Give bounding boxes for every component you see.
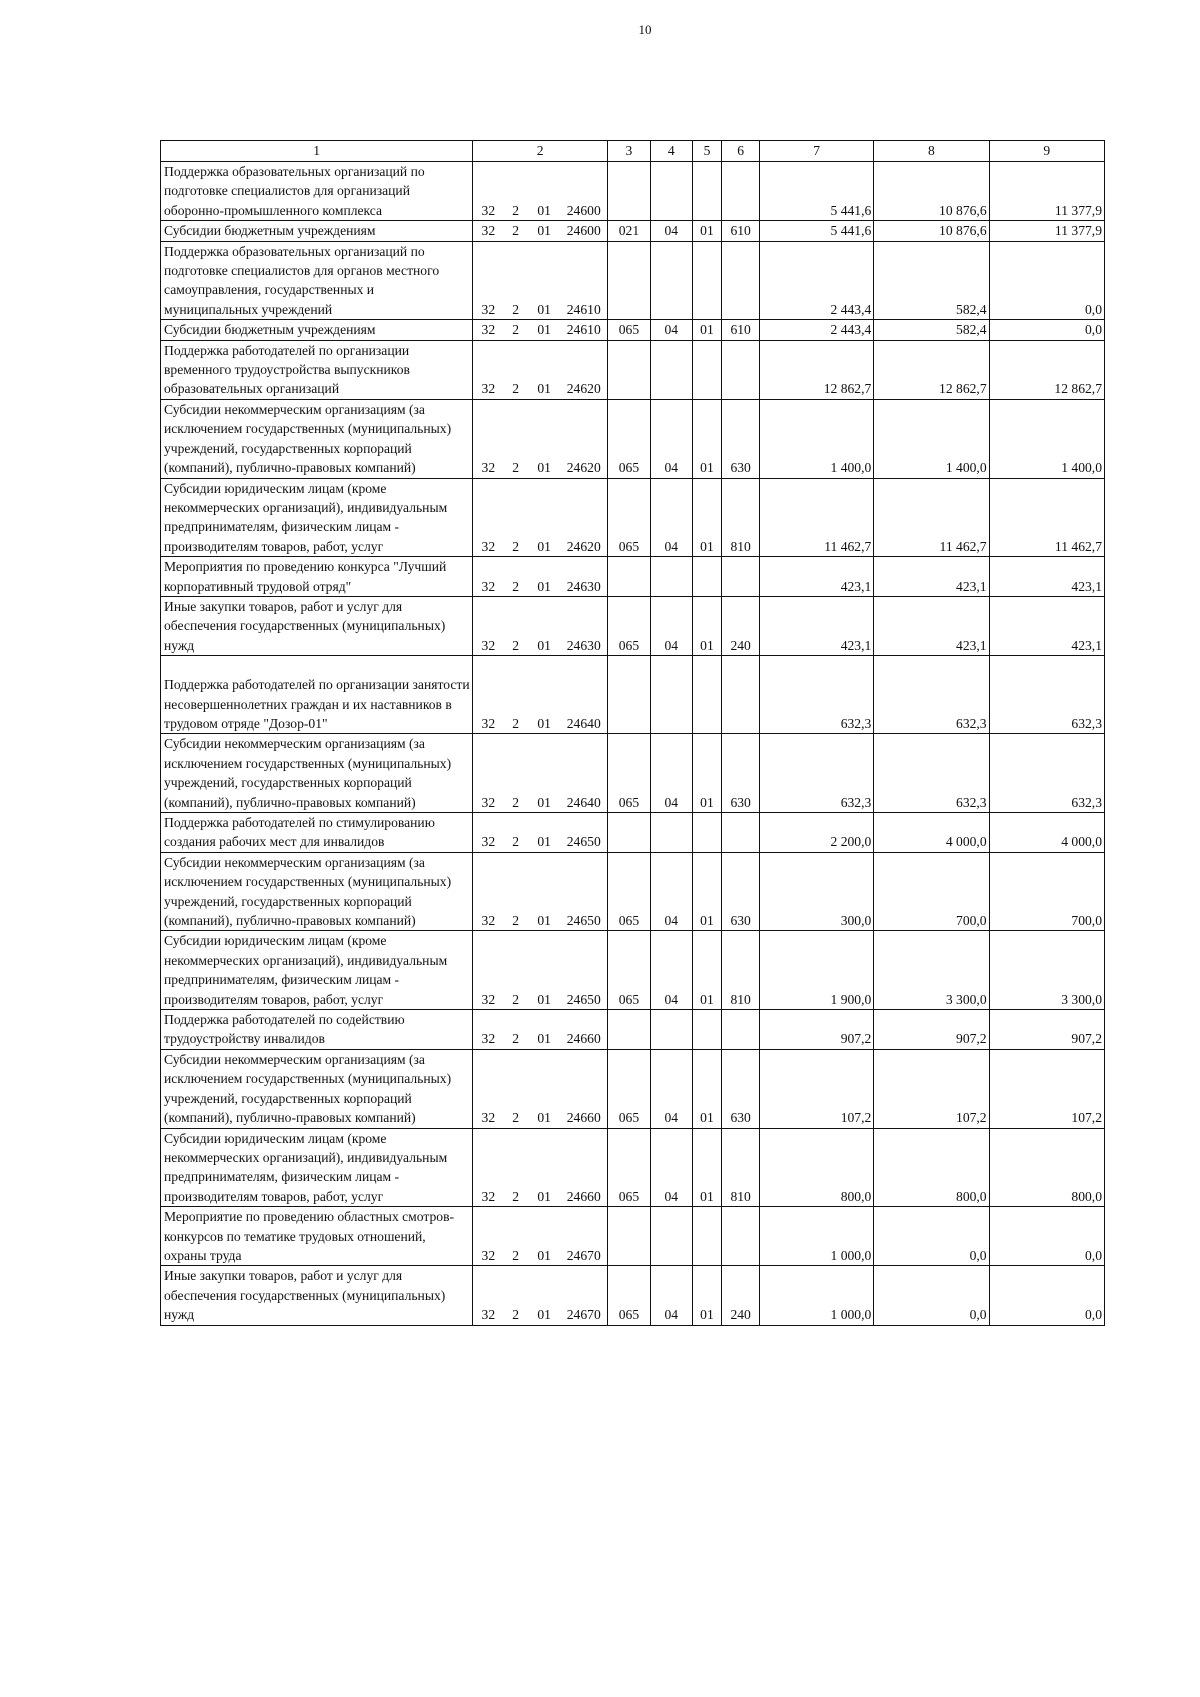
code-1: 32 [473,478,504,557]
col-3-code [607,1207,650,1266]
col-3-code [607,162,650,221]
value-col-7: 2 443,4 [760,241,874,320]
code-1: 32 [473,1049,504,1128]
header-row [161,141,1105,162]
code-1: 32 [473,320,504,340]
col-5-code: 01 [692,1128,722,1207]
code-3: 01 [528,1049,561,1128]
col-3-code [607,1010,650,1050]
code-2: 2 [503,221,527,241]
col-3-code [607,656,650,734]
col-6-code: 810 [722,1128,760,1207]
code-3: 01 [528,931,561,1010]
col-6-code [722,557,760,597]
code-3: 01 [528,241,561,320]
col-3-code [607,557,650,597]
code-3: 01 [528,852,561,931]
table-row [161,399,1105,478]
code-4: 24610 [561,320,608,340]
code-3: 01 [528,1207,561,1266]
code-3: 01 [528,320,561,340]
code-2: 2 [503,557,527,597]
value-col-7: 1 000,0 [760,1266,874,1325]
code-4: 24620 [561,478,608,557]
value-col-8: 582,4 [874,320,989,340]
value-col-9: 0,0 [989,320,1104,340]
value-col-7: 107,2 [760,1049,874,1128]
col-6-code: 630 [722,852,760,931]
value-col-7: 2 443,4 [760,320,874,340]
table-row [161,931,1105,1010]
col-4-code: 04 [650,931,692,1010]
value-col-8: 423,1 [874,557,989,597]
code-3: 01 [528,399,561,478]
col-6-code [722,340,760,399]
header-col-6: 6 [722,141,760,162]
col-5-code: 01 [692,1266,722,1325]
code-4: 24660 [561,1010,608,1050]
code-4: 24630 [561,557,608,597]
col-6-code: 630 [722,399,760,478]
col-4-code: 04 [650,320,692,340]
col-3-code [607,813,650,853]
code-3: 01 [528,734,561,813]
col-4-code: 04 [650,1049,692,1128]
value-col-8: 3 300,0 [874,931,989,1010]
row-name: Поддержка образовательных организаций по подготовке специалистов для органов местного самоуправления, государственных и муниципальных учреждений [161,241,473,320]
table-row [161,1049,1105,1128]
value-col-7: 423,1 [760,557,874,597]
value-col-7: 12 862,7 [760,340,874,399]
col-3-code: 065 [607,320,650,340]
code-4: 24620 [561,340,608,399]
code-3: 01 [528,813,561,853]
col-5-code: 01 [692,221,722,241]
value-col-8: 0,0 [874,1207,989,1266]
table-row [161,852,1105,931]
col-4-code [650,162,692,221]
col-6-code: 630 [722,734,760,813]
header-col-3: 3 [607,141,650,162]
code-1: 32 [473,852,504,931]
code-2: 2 [503,656,527,734]
col-5-code: 01 [692,399,722,478]
table-row [161,478,1105,557]
code-2: 2 [503,340,527,399]
row-name: Поддержка работодателей по содействию трудоустройству инвалидов [161,1010,473,1050]
value-col-8: 11 462,7 [874,478,989,557]
code-2: 2 [503,596,527,655]
code-2: 2 [503,931,527,1010]
value-col-8: 700,0 [874,852,989,931]
code-3: 01 [528,478,561,557]
table-row [161,1266,1105,1325]
code-3: 01 [528,162,561,221]
value-col-7: 632,3 [760,656,874,734]
col-5-code: 01 [692,596,722,655]
value-col-7: 5 441,6 [760,162,874,221]
value-col-7: 300,0 [760,852,874,931]
col-3-code: 065 [607,734,650,813]
row-name: Субсидии юридическим лицам (кроме некоммерческих организаций), индивидуальным предпринимателям, физическим лицам - производителям товаров, работ, услуг [161,478,473,557]
code-1: 32 [473,221,504,241]
code-2: 2 [503,1266,527,1325]
value-col-7: 1 400,0 [760,399,874,478]
col-5-code [692,656,722,734]
row-name: Мероприятие по проведению областных смотров-конкурсов по тематике трудовых отношений, охраны труда [161,1207,473,1266]
value-col-9: 11 377,9 [989,162,1104,221]
value-col-7: 632,3 [760,734,874,813]
row-name: Поддержка работодателей по организации занятости несовершеннолетних граждан и их наставников в трудовом отряде "Дозор-01" [161,656,473,734]
code-2: 2 [503,1207,527,1266]
col-6-code: 610 [722,320,760,340]
row-name: Субсидии бюджетным учреждениям [161,221,473,241]
code-4: 24660 [561,1049,608,1128]
value-col-8: 1 400,0 [874,399,989,478]
value-col-7: 907,2 [760,1010,874,1050]
col-3-code [607,241,650,320]
col-6-code [722,656,760,734]
header-col-1: 1 [161,141,473,162]
col-5-code [692,813,722,853]
col-5-code: 01 [692,852,722,931]
value-col-9: 423,1 [989,557,1104,597]
col-6-code [722,162,760,221]
page-number: 10 [638,22,652,37]
col-4-code [650,813,692,853]
col-3-code: 065 [607,852,650,931]
col-6-code: 610 [722,221,760,241]
col-4-code: 04 [650,1266,692,1325]
col-3-code: 065 [607,1128,650,1207]
row-name: Иные закупки товаров, работ и услуг для обеспечения государственных (муниципальных) нужд [161,596,473,655]
table-row [161,340,1105,399]
col-5-code [692,340,722,399]
code-1: 32 [473,340,504,399]
col-6-code: 630 [722,1049,760,1128]
header-col-9: 9 [989,141,1104,162]
row-name: Субсидии некоммерческим организациям (за исключением государственных (муниципальных) учреждений, государственных корпораций (компаний), публично-правовых компаний) [161,852,473,931]
value-col-9: 632,3 [989,734,1104,813]
code-4: 24620 [561,399,608,478]
code-4: 24650 [561,852,608,931]
code-4: 24640 [561,656,608,734]
row-name: Субсидии юридическим лицам (кроме некоммерческих организаций), индивидуальным предпринимателям, физическим лицам - производителям товаров, работ, услуг [161,1128,473,1207]
col-4-code [650,1010,692,1050]
table-row [161,596,1105,655]
col-3-code: 065 [607,399,650,478]
code-2: 2 [503,241,527,320]
col-4-code: 04 [650,734,692,813]
col-4-code [650,656,692,734]
col-5-code: 01 [692,1049,722,1128]
code-1: 32 [473,399,504,478]
row-name: Мероприятия по проведению конкурса "Лучший корпоративный трудовой отряд" [161,557,473,597]
col-4-code: 04 [650,478,692,557]
col-3-code: 065 [607,478,650,557]
code-3: 01 [528,340,561,399]
value-col-8: 10 876,6 [874,221,989,241]
value-col-9: 12 862,7 [989,340,1104,399]
value-col-9: 423,1 [989,596,1104,655]
col-3-code: 065 [607,1049,650,1128]
code-4: 24650 [561,813,608,853]
value-col-9: 1 400,0 [989,399,1104,478]
value-col-9: 0,0 [989,1207,1104,1266]
value-col-7: 800,0 [760,1128,874,1207]
value-col-8: 10 876,6 [874,162,989,221]
value-col-9: 800,0 [989,1128,1104,1207]
header-col-7: 7 [760,141,874,162]
table-row [161,1207,1105,1266]
code-4: 24640 [561,734,608,813]
code-1: 32 [473,1128,504,1207]
col-4-code [650,557,692,597]
col-5-code [692,1010,722,1050]
row-name: Субсидии некоммерческим организациям (за исключением государственных (муниципальных) учреждений, государственных корпораций (компаний), публично-правовых компаний) [161,1049,473,1128]
value-col-9: 0,0 [989,241,1104,320]
budget-table [160,140,1105,1326]
col-3-code: 065 [607,931,650,1010]
code-3: 01 [528,1266,561,1325]
value-col-7: 423,1 [760,596,874,655]
col-3-code: 021 [607,221,650,241]
code-1: 32 [473,656,504,734]
row-name: Субсидии юридическим лицам (кроме некоммерческих организаций), индивидуальным предпринимателям, физическим лицам - производителям товаров, работ, услуг [161,931,473,1010]
col-5-code [692,162,722,221]
table-row [161,320,1105,340]
table-row [161,1128,1105,1207]
col-4-code: 04 [650,852,692,931]
col-4-code [650,340,692,399]
header-col-4: 4 [650,141,692,162]
code-4: 24670 [561,1266,608,1325]
code-2: 2 [503,1010,527,1050]
code-1: 32 [473,1207,504,1266]
col-5-code: 01 [692,931,722,1010]
code-4: 24660 [561,1128,608,1207]
row-name: Поддержка работодателей по стимулированию создания рабочих мест для инвалидов [161,813,473,853]
code-1: 32 [473,734,504,813]
code-4: 24600 [561,162,608,221]
value-col-9: 700,0 [989,852,1104,931]
value-col-8: 0,0 [874,1266,989,1325]
code-2: 2 [503,1128,527,1207]
value-col-8: 107,2 [874,1049,989,1128]
value-col-8: 423,1 [874,596,989,655]
col-5-code: 01 [692,478,722,557]
code-4: 24630 [561,596,608,655]
code-2: 2 [503,1049,527,1128]
col-6-code [722,1010,760,1050]
code-4: 24610 [561,241,608,320]
value-col-8: 632,3 [874,656,989,734]
header-col-5: 5 [692,141,722,162]
table-row [161,734,1105,813]
value-col-9: 907,2 [989,1010,1104,1050]
header-col-2: 2 [473,141,608,162]
col-6-code: 810 [722,931,760,1010]
value-col-9: 3 300,0 [989,931,1104,1010]
code-2: 2 [503,852,527,931]
code-2: 2 [503,478,527,557]
value-col-7: 11 462,7 [760,478,874,557]
col-4-code [650,241,692,320]
header-col-8: 8 [874,141,989,162]
col-6-code [722,1207,760,1266]
code-2: 2 [503,162,527,221]
table-row [161,656,1105,734]
code-3: 01 [528,656,561,734]
row-name: Иные закупки товаров, работ и услуг для обеспечения государственных (муниципальных) нужд [161,1266,473,1325]
col-5-code: 01 [692,320,722,340]
col-5-code [692,557,722,597]
row-name: Поддержка образовательных организаций по подготовке специалистов для организаций оборонно-промышленного комплекса [161,162,473,221]
value-col-9: 107,2 [989,1049,1104,1128]
table-row [161,221,1105,241]
value-col-8: 582,4 [874,241,989,320]
code-4: 24600 [561,221,608,241]
code-4: 24650 [561,931,608,1010]
code-1: 32 [473,813,504,853]
col-5-code [692,241,722,320]
code-3: 01 [528,557,561,597]
value-col-8: 12 862,7 [874,340,989,399]
value-col-8: 4 000,0 [874,813,989,853]
code-2: 2 [503,399,527,478]
col-6-code: 810 [722,478,760,557]
col-6-code: 240 [722,1266,760,1325]
value-col-7: 1 000,0 [760,1207,874,1266]
col-3-code: 065 [607,596,650,655]
col-3-code: 065 [607,1266,650,1325]
table-row [161,813,1105,853]
col-3-code [607,340,650,399]
row-name: Субсидии бюджетным учреждениям [161,320,473,340]
code-1: 32 [473,241,504,320]
table-row [161,557,1105,597]
row-name: Субсидии некоммерческим организациям (за исключением государственных (муниципальных) учреждений, государственных корпораций (компаний), публично-правовых компаний) [161,399,473,478]
col-4-code [650,1207,692,1266]
value-col-7: 2 200,0 [760,813,874,853]
col-5-code [692,1207,722,1266]
value-col-8: 632,3 [874,734,989,813]
code-1: 32 [473,162,504,221]
value-col-9: 11 377,9 [989,221,1104,241]
code-4: 24670 [561,1207,608,1266]
col-4-code: 04 [650,596,692,655]
value-col-9: 0,0 [989,1266,1104,1325]
code-3: 01 [528,596,561,655]
code-1: 32 [473,1010,504,1050]
code-2: 2 [503,320,527,340]
value-col-8: 907,2 [874,1010,989,1050]
col-4-code: 04 [650,1128,692,1207]
col-4-code: 04 [650,221,692,241]
code-1: 32 [473,1266,504,1325]
col-6-code: 240 [722,596,760,655]
code-3: 01 [528,1010,561,1050]
col-6-code [722,241,760,320]
code-2: 2 [503,734,527,813]
row-name: Субсидии некоммерческим организациям (за исключением государственных (муниципальных) учреждений, государственных корпораций (компаний), публично-правовых компаний) [161,734,473,813]
code-1: 32 [473,557,504,597]
value-col-7: 5 441,6 [760,221,874,241]
table-row [161,1010,1105,1050]
value-col-9: 632,3 [989,656,1104,734]
table-body [161,162,1105,1326]
value-col-7: 1 900,0 [760,931,874,1010]
value-col-9: 4 000,0 [989,813,1104,853]
value-col-9: 11 462,7 [989,478,1104,557]
table-row [161,241,1105,320]
code-1: 32 [473,931,504,1010]
col-4-code: 04 [650,399,692,478]
code-2: 2 [503,813,527,853]
col-6-code [722,813,760,853]
col-5-code: 01 [692,734,722,813]
code-1: 32 [473,596,504,655]
value-col-8: 800,0 [874,1128,989,1207]
code-3: 01 [528,221,561,241]
code-3: 01 [528,1128,561,1207]
row-name: Поддержка работодателей по организации временного трудоустройства выпускников образовательных организаций [161,340,473,399]
table-row [161,162,1105,221]
